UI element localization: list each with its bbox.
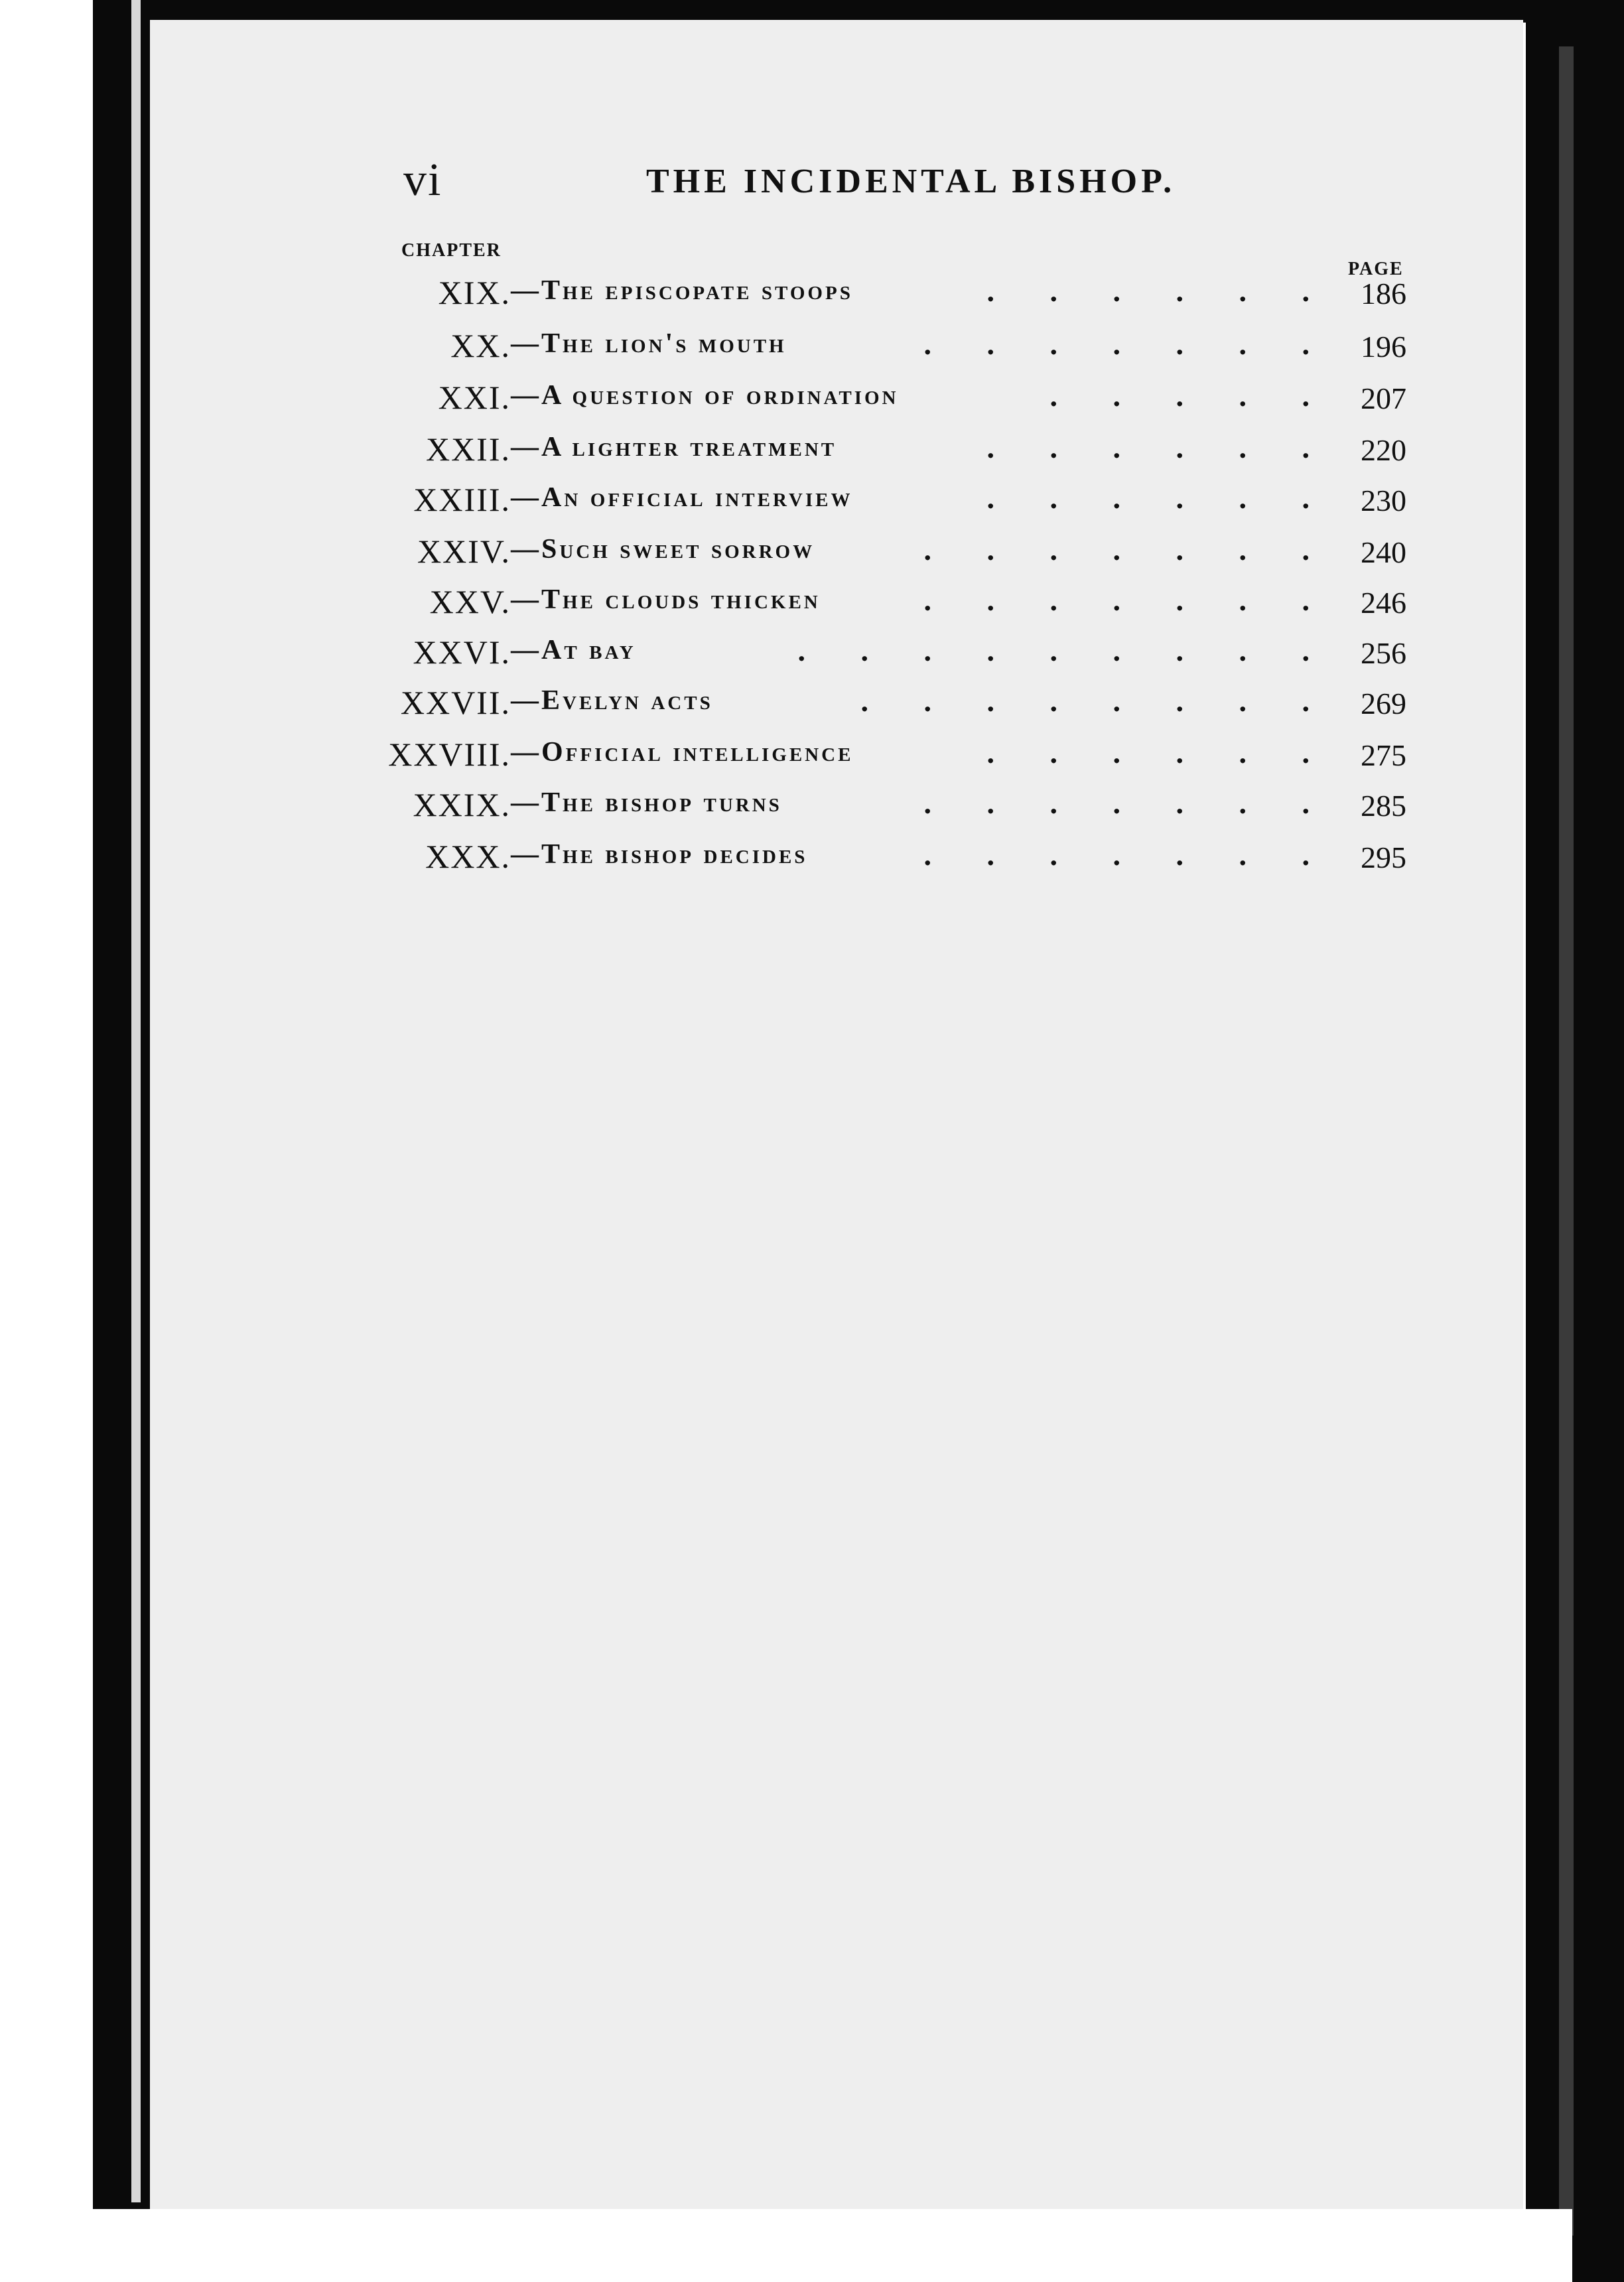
leader-dots: . . . . . . .: [923, 786, 1333, 820]
chapter-title: —The episcopate stoops: [511, 275, 853, 306]
right-scan-border: [1526, 0, 1624, 2282]
chapter-title: —Official intelligence: [511, 737, 854, 768]
toc-entry: [378, 582, 1413, 629]
page-number: 275: [1361, 738, 1406, 772]
leader-dots: . . . . . . .: [923, 838, 1333, 872]
chapter-number: XXX.: [425, 838, 511, 875]
page-number: 256: [1361, 636, 1406, 670]
toc-entry: [378, 326, 1413, 373]
chapter-column-label: CHAPTER: [401, 240, 502, 261]
chapter-number: XIX.: [438, 274, 511, 311]
chapter-title: —Such sweet sorrow: [511, 534, 815, 565]
page-number: 196: [1361, 330, 1406, 364]
page-number: 269: [1361, 687, 1406, 720]
left-binding-rule: [131, 0, 141, 2202]
right-binding-strip: [1559, 46, 1574, 2236]
chapter-number: XXI.: [438, 379, 511, 416]
chapter-number: XXIII.: [413, 481, 511, 518]
page-number: 246: [1361, 586, 1406, 620]
chapter-title: —Evelyn acts: [511, 685, 713, 716]
chapter-number: XX.: [450, 327, 511, 364]
leader-dots: . . . . . . . . .: [797, 634, 1333, 667]
chapter-title: —A lighter treatment: [511, 432, 837, 462]
chapter-number: XXVI.: [413, 634, 511, 671]
leader-dots: . . . . .: [1049, 379, 1333, 413]
chapter-title: —An official interview: [511, 482, 853, 513]
running-head: [403, 154, 1180, 214]
toc-entry: [378, 683, 1413, 730]
chapter-number: XXV.: [429, 583, 511, 620]
page-number: 186: [1361, 277, 1406, 310]
bottom-margin: [93, 2209, 1572, 2282]
toc-entry: [378, 532, 1413, 578]
chapter-title: —The lion's mouth: [511, 328, 787, 359]
chapter-number: XXVIII.: [388, 736, 511, 773]
leader-dots: . . . . . .: [986, 274, 1333, 308]
page-number: 230: [1361, 484, 1406, 517]
book-title: THE INCIDENTAL BISHOP.: [646, 163, 1176, 200]
toc-entry: [378, 480, 1413, 527]
leader-dots: . . . . . .: [986, 481, 1333, 515]
toc-entry: [378, 633, 1413, 679]
left-scan-border: [93, 0, 153, 2282]
chapter-title: —At bay: [511, 635, 636, 665]
toc-entry: [378, 785, 1413, 832]
leader-dots: . . . . . . .: [923, 327, 1333, 361]
page-folio: vi: [403, 155, 442, 206]
page-number: 295: [1361, 840, 1406, 874]
page-number: 220: [1361, 433, 1406, 467]
page-number: 240: [1361, 535, 1406, 569]
leader-dots: . . . . . .: [986, 431, 1333, 464]
toc-entry: [378, 837, 1413, 884]
top-scan-border: [93, 0, 1572, 23]
toc-entry: [378, 735, 1413, 781]
leader-dots: . . . . . .: [986, 736, 1333, 770]
toc-entry: [378, 378, 1413, 425]
page-number: 207: [1361, 381, 1406, 415]
page-column-label: PAGE: [1348, 259, 1404, 279]
chapter-number: XXIX.: [413, 786, 511, 823]
chapter-number: XXIV.: [417, 533, 511, 570]
leader-dots: . . . . . . .: [923, 583, 1333, 617]
toc-entry: [378, 273, 1413, 320]
chapter-title: —A question of ordination: [511, 380, 899, 411]
toc-entry: [378, 430, 1413, 476]
chapter-number: XXVII.: [400, 684, 511, 721]
chapter-title: —The clouds thicken: [511, 584, 821, 615]
chapter-number: XXII.: [425, 431, 511, 468]
leader-dots: . . . . . . . .: [860, 684, 1333, 718]
leader-dots: . . . . . . .: [923, 533, 1333, 567]
chapter-title: —The bishop turns: [511, 787, 782, 818]
chapter-title: —The bishop decides: [511, 839, 808, 870]
page-number: 285: [1361, 789, 1406, 823]
